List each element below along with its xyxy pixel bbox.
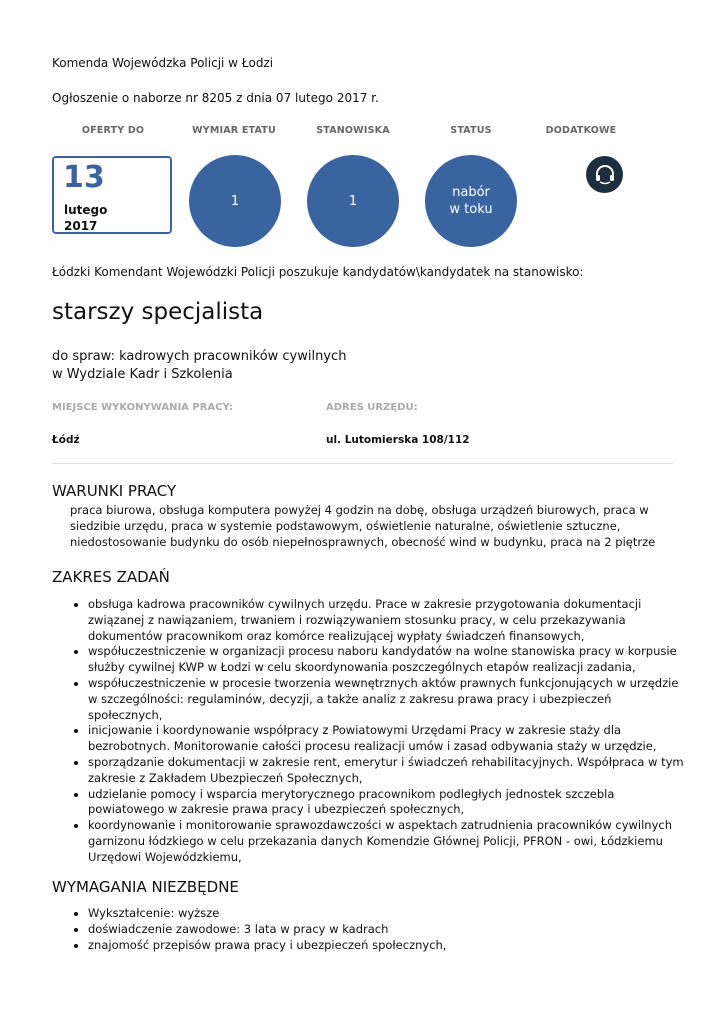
status-line-2: w toku [449, 202, 493, 217]
place-label: MIEJSCE WYKONYWANIA PRACY: [52, 402, 233, 413]
address-label: ADRES URZĘDU: [326, 402, 418, 413]
offer-day: 13 [63, 160, 105, 195]
header-etat: WYMIAR ETATU [192, 125, 276, 136]
etat-circle [189, 155, 281, 247]
list-item: • Wykształcenie: wyższe [88, 906, 688, 922]
status-value [449, 184, 492, 218]
header-status: STATUS [450, 125, 492, 136]
announcement-title: Ogłoszenie o naborze nr 8205 z dnia 07 lutego 2017 r. [52, 91, 379, 105]
address-value: ul. Lutomierska 108/112 [326, 434, 470, 446]
list-item: • inicjowanie i koordynowanie współpracy z Powiatowymi Urzędami Pracy w zakresie staży dla bezrobotnych. Monitorowanie całości procesu realizacji umów i zasad odbywania staży w urzędzie, [88, 723, 688, 755]
status-circle [425, 155, 517, 247]
list-item: • koordynowanie i monitorowanie sprawozdawczości w aspektach zatrudnienia pracowników cywilnych garnizonu łódzkiego w celu przekazania danych Komendzie Głównej Policji, PFRON - owi, Łódzkiemu Urzędowi Wojewódzkiemu, [88, 818, 688, 865]
job-title: starszy specjalista [52, 299, 264, 325]
headset-icon [586, 156, 623, 193]
header-extra: DODATKOWE [545, 125, 617, 136]
status-line-1: nabór [452, 185, 490, 200]
list-item: • obsługa kadrowa pracowników cywilnych urzędu. Prace w zakresie przygotowania dokumentacji związanej z nawiązaniem, trwaniem i rozwiązywaniem stosunku pracy, w celu przekazywania dokumentów pracownikom oraz komórce realizującej wypłaty świadczeń finansowych, [88, 597, 688, 644]
requirements-list [52, 906, 688, 953]
offer-month: lutego [64, 203, 108, 217]
list-item: • sporządzanie dokumentacji w zakresie rent, emerytur i świadczeń rehabilitacyjnych. Współpraca w tym zakresie z Zakładem Ubezpieczeń Społecznych, [88, 755, 688, 787]
list-item: • doświadczenie zawodowe: 3 lata w pracy w kadrach [88, 922, 688, 938]
job-subtitle-line-1: do spraw: kadrowych pracowników cywilnych [52, 349, 347, 364]
organization-name: Komenda Wojewódzka Policji w Łodzi [52, 56, 274, 70]
list-item: • współuczestniczenie w organizacji procesu naboru kandydatów na wolne stanowiska pracy w korpusie służby cywilnej KWP w Łodzi w celu skoordynowania poszczególnych etapów realizacji zadania, [88, 644, 688, 676]
offer-deadline-box [52, 156, 172, 234]
positions-circle [307, 155, 399, 247]
place-value: Łódź [52, 434, 80, 446]
etat-value: 1 [230, 193, 240, 209]
header-offers-until: OFERTY DO [81, 125, 145, 136]
job-subtitle [52, 348, 346, 384]
requirements-heading: WYMAGANIA NIEZBĘDNE [52, 878, 239, 896]
duties-heading: ZAKRES ZADAŃ [52, 568, 170, 586]
divider [52, 463, 673, 464]
conditions-heading: WARUNKI PRACY [52, 482, 177, 500]
offer-month-year [64, 202, 107, 234]
positions-value: 1 [348, 193, 358, 209]
intro-text: Łódzki Komendant Wojewódzki Policji poszukuje kandydatów\kandydatek na stanowisko: [52, 265, 584, 279]
offer-year: 2017 [64, 219, 98, 233]
conditions-text: praca biurowa, obsługa komputera powyżej 4 godzin na dobę, obsługa urządzeń biurowych, praca w siedzibie urzędu, praca w systemie podstawowym, oświetlenie naturalne, oświetlenie sztuczne, niedostosowanie budynku do osób niepełnosprawnych, obecność wind w budynku, praca na 2 piętrze [70, 503, 656, 549]
job-subtitle-line-2: w Wydziale Kadr i Szkolenia [52, 367, 233, 382]
list-item: • znajomość przepisów prawa pracy i ubezpieczeń społecznych, [88, 938, 688, 954]
list-item: • udzielanie pomocy i wsparcia merytorycznego pracownikom podległych jednostek szczebla powiatowego w zakresie prawa pracy i ubezpieczeń społecznych, [88, 787, 688, 819]
list-item: • współuczestniczenie w procesie tworzenia wewnętrznych aktów prawnych funkcjonujących w urzędzie w szczególności: regulaminów, decyzji, a także analiz z zakresu prawa pracy i ubezpieczeń społecznych, [88, 676, 688, 723]
header-positions: STANOWISKA [316, 125, 390, 136]
duties-list [52, 597, 688, 866]
